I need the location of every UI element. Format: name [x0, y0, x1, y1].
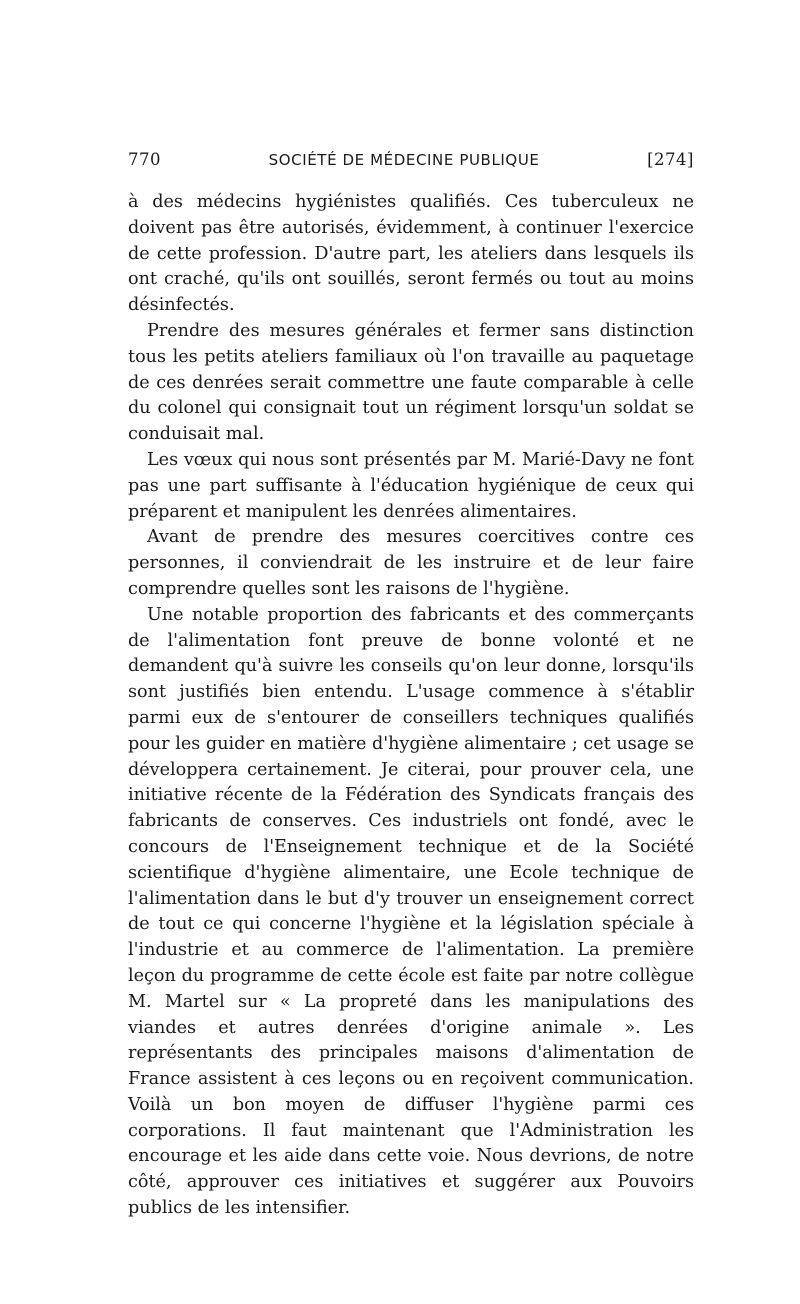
- body-text: [128, 190, 694, 1222]
- running-title: SOCIÉTÉ DE MÉDECINE PUBLIQUE: [268, 151, 540, 169]
- paragraph: Une notable proportion des fabricants et des commerçants de l'alimentation font preuve de bonne volonté et ne demandent qu'à suivre les conseils qu'on leur donne, lorsqu'ils sont justifiés bien entendu. L'usage commence à s'établir parmi eux de s'entourer de conseillers techniques qualifiés pour les guider en matière d'hygiène alimentaire ; cet usage se développera certainement. Je citerai, pour prouver cela, une initiative récente de la Fédération des Syndicats français des fabricants de conserves. Ces industriels ont fondé, avec le concours de l'Enseignement technique et de la Société scientifique d'hygiène alimentaire, une Ecole technique de l'alimentation dans le but d'y trouver un enseignement correct de tout ce qui concerne l'hygiène et la législation spéciale à l'industrie et au commerce de l'alimentation. La première leçon du programme de cette école est faite par notre collègue M. Martel sur « La propreté dans les manipulations des viandes et autres denrées d'origine animale ». Les représentants des principales maisons d'alimentation de France assistent à ces leçons ou en reçoivent communication. Voilà un bon moyen de diffuser l'hygiène parmi ces corporations. Il faut maintenant que l'Administration les encourage et les aide dans cette voie. Nous devrions, de notre côté, approuver ces initiatives et suggérer aux Pouvoirs publics de les intensifier.: [128, 604, 694, 1219]
- paragraph: Avant de prendre des mesures coercitives contre ces personnes, il conviendrait de les instruire et de leur faire comprendre quelles sont les raisons de l'hygiène.: [128, 527, 694, 599]
- paragraph-continuation: à des médecins hygiénistes qualifiés. Ces tuberculeux ne doivent pas être autorisés, évidemment, à continuer l'exercice de cette profession. D'autre part, les ateliers dans lesquels ils ont craché, qu'ils ont souillés, seront fermés ou tout au moins désinfectés.: [128, 192, 694, 316]
- book-page: [128, 150, 694, 1222]
- page-number: 770: [128, 150, 161, 169]
- paragraph: Prendre des mesures générales et fermer sans distinction tous les petits ateliers familiaux où l'on travaille au paquetage de ces denrées serait commettre une faute comparable à celle du colonel qui consignait tout un régiment lorsqu'un soldat se conduisait mal.: [128, 320, 694, 445]
- bracket-page-number: [274]: [647, 150, 694, 169]
- paragraph: Les vœux qui nous sont présentés par M. Marié-Davy ne font pas une part suffisante à l'éducation hygiénique de ceux qui préparent et manipulent les denrées alimentaires.: [128, 449, 694, 522]
- running-header: [128, 150, 694, 178]
